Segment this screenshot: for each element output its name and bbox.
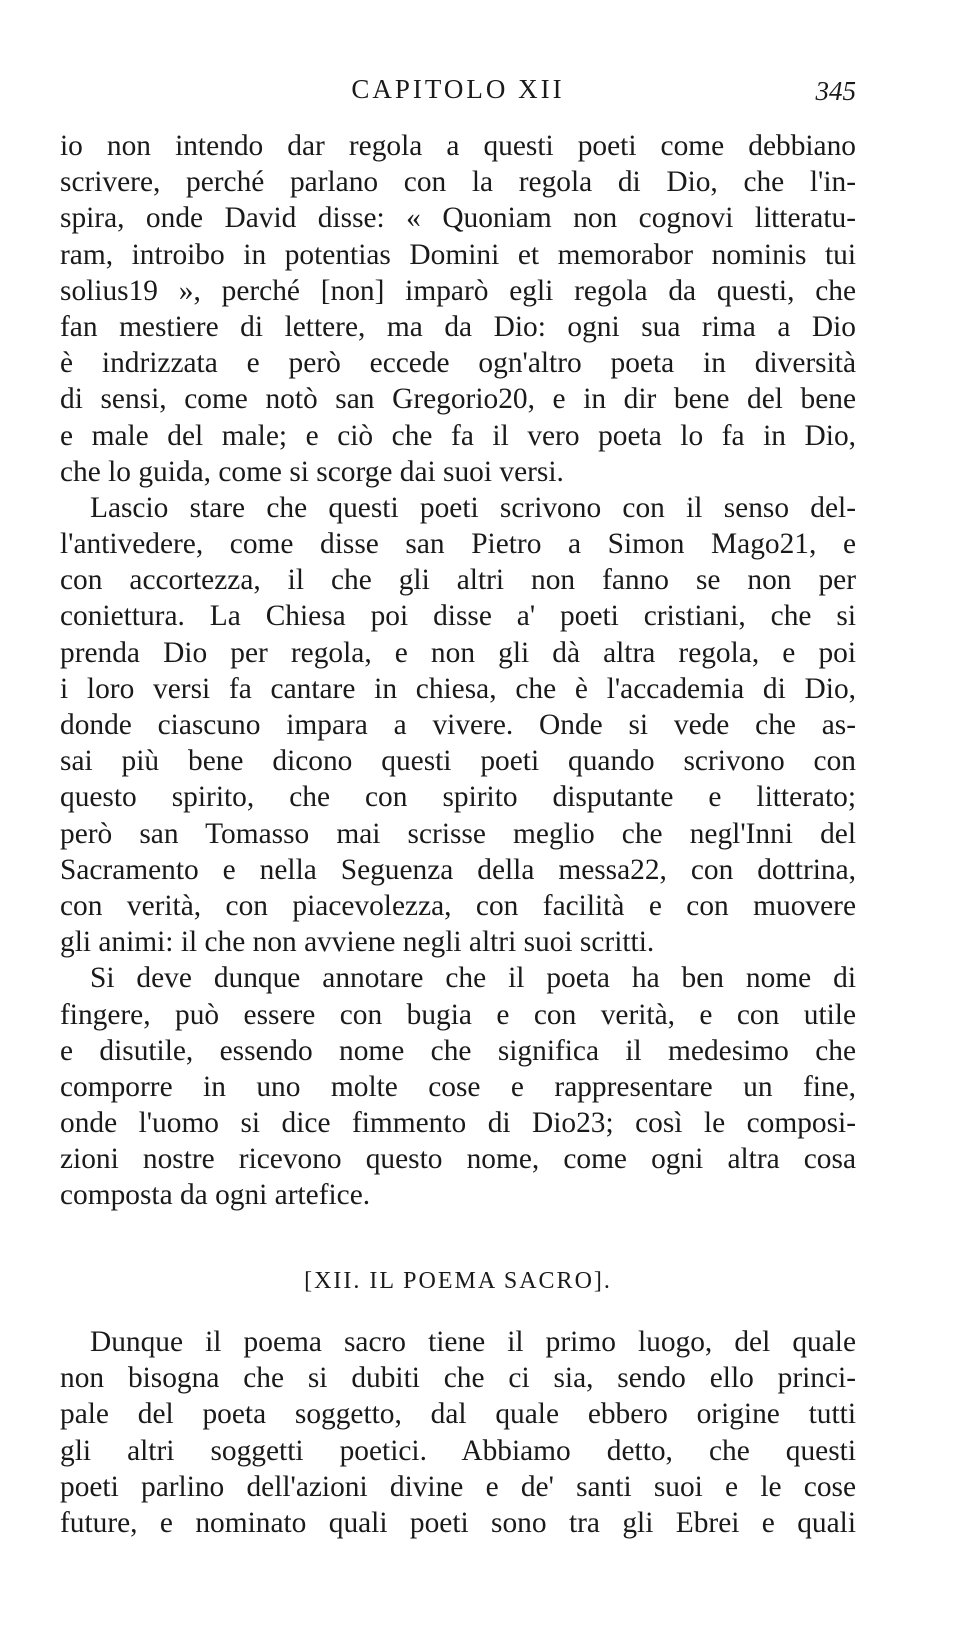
text-line: con verità, con piacevolezza, con facilità e con muovere [60, 889, 856, 922]
text-line: con accortezza, il che gli altri non fanno se non per [60, 564, 856, 597]
text-line: donde ciascuno impara a vivere. Onde si vede che as‑ [60, 709, 856, 741]
text-line: gli animi: il che non avviene negli altri suoi scritti. [60, 926, 655, 959]
text-line: l'antivedere, come disse san Pietro a Simon Mago21, e [60, 528, 856, 561]
text-line: di sensi, come notò san Gregorio20, e in dir bene del bene [60, 383, 856, 416]
text-line: Sacramento e nella Seguenza della messa22, con dottrina, [60, 853, 856, 886]
text-line: pale del poeta soggetto, dal quale ebbero origine tutti [60, 1398, 856, 1431]
text-line: coniettura. La Chiesa poi disse a' poeti cristiani, che si [60, 600, 856, 633]
section-heading: [XII. IL POEMA SACRO]. [304, 1268, 612, 1294]
text-line: onde l'uomo si dice fimmento di Dio23; così le composi‑ [60, 1107, 856, 1140]
running-title: CAPITOLO XII [351, 74, 565, 104]
text-line: e disutile, essendo nome che significa il medesimo che [60, 1034, 856, 1067]
text-line: ram, introibo in potentias Domini et memorabor nominis tui [60, 238, 856, 271]
text-line: sai più bene dicono questi poeti quando scrivono con [60, 745, 856, 778]
text-line: fan mestiere di lettere, ma da Dio: ogni sua rima a Dio [60, 310, 856, 343]
text-line: che lo guida, come si scorge dai suoi versi. [60, 455, 564, 488]
text-line: i loro versi fa cantare in chiesa, che è l'accademia di Dio, [60, 672, 856, 705]
text-line: io non intendo dar regola a questi poeti come debbiano [60, 130, 856, 162]
text-line: poeti parlino dell'azioni divine e de' santi suoi e le cose [60, 1470, 856, 1503]
text-line: però san Tomasso mai scrisse meglio che negl'Inni del [60, 817, 856, 850]
section-text [60, 1324, 856, 1541]
text-line: solius19 », perché [non] imparò egli regola da questi, che [60, 274, 856, 307]
text-line: fingere, può essere con bugia e con verità, e con utile [60, 998, 856, 1031]
page-header [60, 74, 856, 114]
text-line: spira, onde David disse: « Quoniam non cognovi litteratu‑ [60, 202, 856, 235]
text-line: prenda Dio per regola, e non gli dà altra regola, e poi [60, 636, 856, 669]
text-line: non bisogna che si dubiti che ci sia, sendo ello princi‑ [60, 1362, 856, 1395]
text-line: future, e nominato quali poeti sono tra gli Ebrei e quali [60, 1506, 856, 1539]
text-line: Si deve dunque annotare che il poeta ha ben nome di [90, 962, 856, 995]
text-line: e male del male; e ciò che fa il vero poeta lo fa in Dio, [60, 419, 856, 452]
text-line: Lascio stare che questi poeti scrivono con il senso del‑ [90, 491, 856, 524]
text-line: composta da ogni artefice. [60, 1179, 371, 1212]
page-number: 345 [815, 76, 856, 106]
text-line: è indrizzata e però eccede ogn'altro poeta in diversità [60, 347, 856, 380]
text-line: gli altri soggetti poetici. Abbiamo detto, che questi [60, 1434, 856, 1467]
text-line: comporre in uno molte cose e rappresentare un fine, [60, 1070, 856, 1103]
text-line: zioni nostre ricevono questo nome, come ogni altra cosa [60, 1143, 856, 1176]
main-text [60, 128, 856, 1214]
text-line: scrivere, perché parlano con la regola di Dio, che l'in‑ [60, 166, 856, 199]
text-line: questo spirito, che con spirito disputante e litterato; [60, 781, 856, 814]
text-line: Dunque il poema sacro tiene il primo luogo, del quale [90, 1326, 856, 1358]
